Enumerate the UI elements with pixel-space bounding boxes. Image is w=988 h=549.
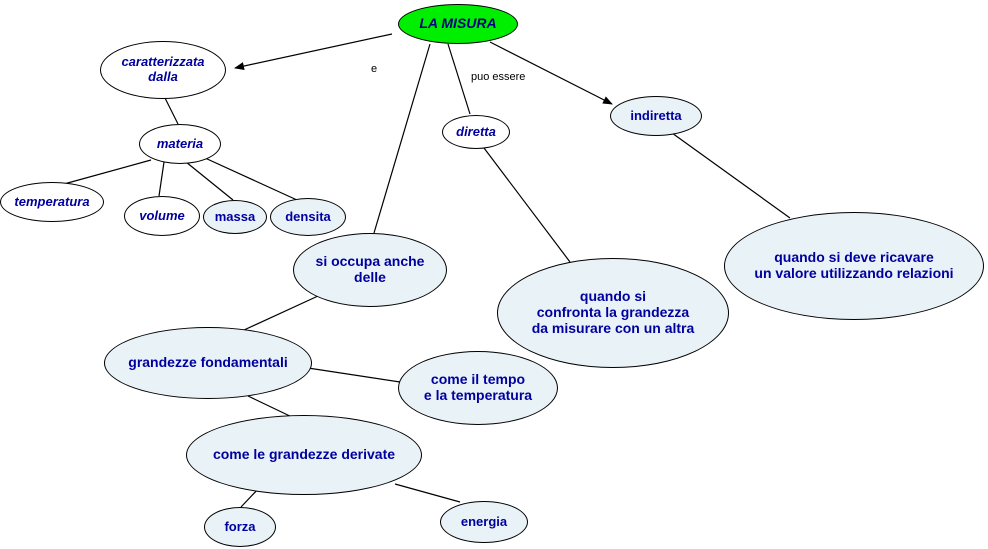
node-massa[interactable] bbox=[203, 200, 267, 234]
node-energia[interactable] bbox=[440, 501, 528, 543]
node-label-root: LA MISURA bbox=[419, 15, 497, 32]
node-ricavare[interactable] bbox=[724, 212, 984, 320]
node-label-materia: materia bbox=[156, 135, 204, 151]
node-caratt[interactable] bbox=[100, 41, 226, 99]
node-densita[interactable] bbox=[270, 198, 346, 236]
edge-fondament-to-tempo bbox=[308, 368, 400, 382]
edge-label-e-label: e bbox=[371, 63, 378, 75]
node-label-densita: densita bbox=[285, 208, 331, 224]
node-fondament[interactable] bbox=[104, 327, 312, 399]
node-diretta[interactable] bbox=[442, 115, 510, 149]
edge-indiretta-to-ricavare bbox=[672, 133, 790, 218]
edge-occupa-to-fondament bbox=[244, 296, 318, 330]
edge-label-puo-essere-label: puo essere bbox=[471, 71, 526, 83]
node-occupa[interactable] bbox=[293, 233, 447, 307]
node-label-caratt: caratterizzata dalla bbox=[121, 54, 205, 84]
node-label-diretta: diretta bbox=[456, 123, 496, 139]
node-label-derivate: come le grandezze derivate bbox=[212, 446, 396, 463]
edge-diretta-to-confronta bbox=[484, 148, 570, 262]
node-label-indiretta: indiretta bbox=[630, 107, 682, 123]
node-materia[interactable] bbox=[139, 124, 221, 164]
node-temperatura[interactable] bbox=[0, 182, 104, 222]
node-label-tempo: come il tempo e la temperatura bbox=[423, 371, 533, 403]
node-label-temperatura: temperatura bbox=[14, 193, 90, 209]
edge-materia-to-volume bbox=[159, 162, 164, 196]
node-label-energia: energia bbox=[460, 513, 508, 529]
node-root[interactable] bbox=[398, 4, 518, 44]
edge-materia-to-temperatura bbox=[64, 160, 151, 184]
node-derivate[interactable] bbox=[186, 415, 422, 495]
node-label-volume: volume bbox=[139, 207, 185, 223]
node-confronta[interactable] bbox=[497, 258, 729, 368]
node-indiretta[interactable] bbox=[610, 96, 702, 136]
edge-caratt-to-materia bbox=[165, 98, 178, 124]
node-label-massa: massa bbox=[214, 208, 256, 224]
node-tempo[interactable] bbox=[398, 351, 558, 425]
edge-materia-to-densita bbox=[205, 158, 297, 200]
node-volume[interactable] bbox=[124, 196, 200, 236]
node-label-fondament: grandezze fondamentali bbox=[128, 354, 288, 371]
edge-root-to-caratt bbox=[235, 34, 392, 68]
node-forza[interactable] bbox=[204, 507, 276, 547]
node-label-forza: forza bbox=[224, 518, 256, 534]
node-label-occupa: si occupa anche delle bbox=[315, 253, 425, 285]
edge-derivate-to-energia bbox=[395, 484, 460, 502]
edge-root-to-occupa bbox=[374, 44, 430, 233]
node-label-confronta: quando si confronta la grandezza da misurare con un altra bbox=[531, 288, 695, 336]
node-label-ricavare: quando si deve ricavare un valore utilizzando relazioni bbox=[754, 249, 954, 281]
edge-root-to-diretta bbox=[448, 44, 470, 114]
